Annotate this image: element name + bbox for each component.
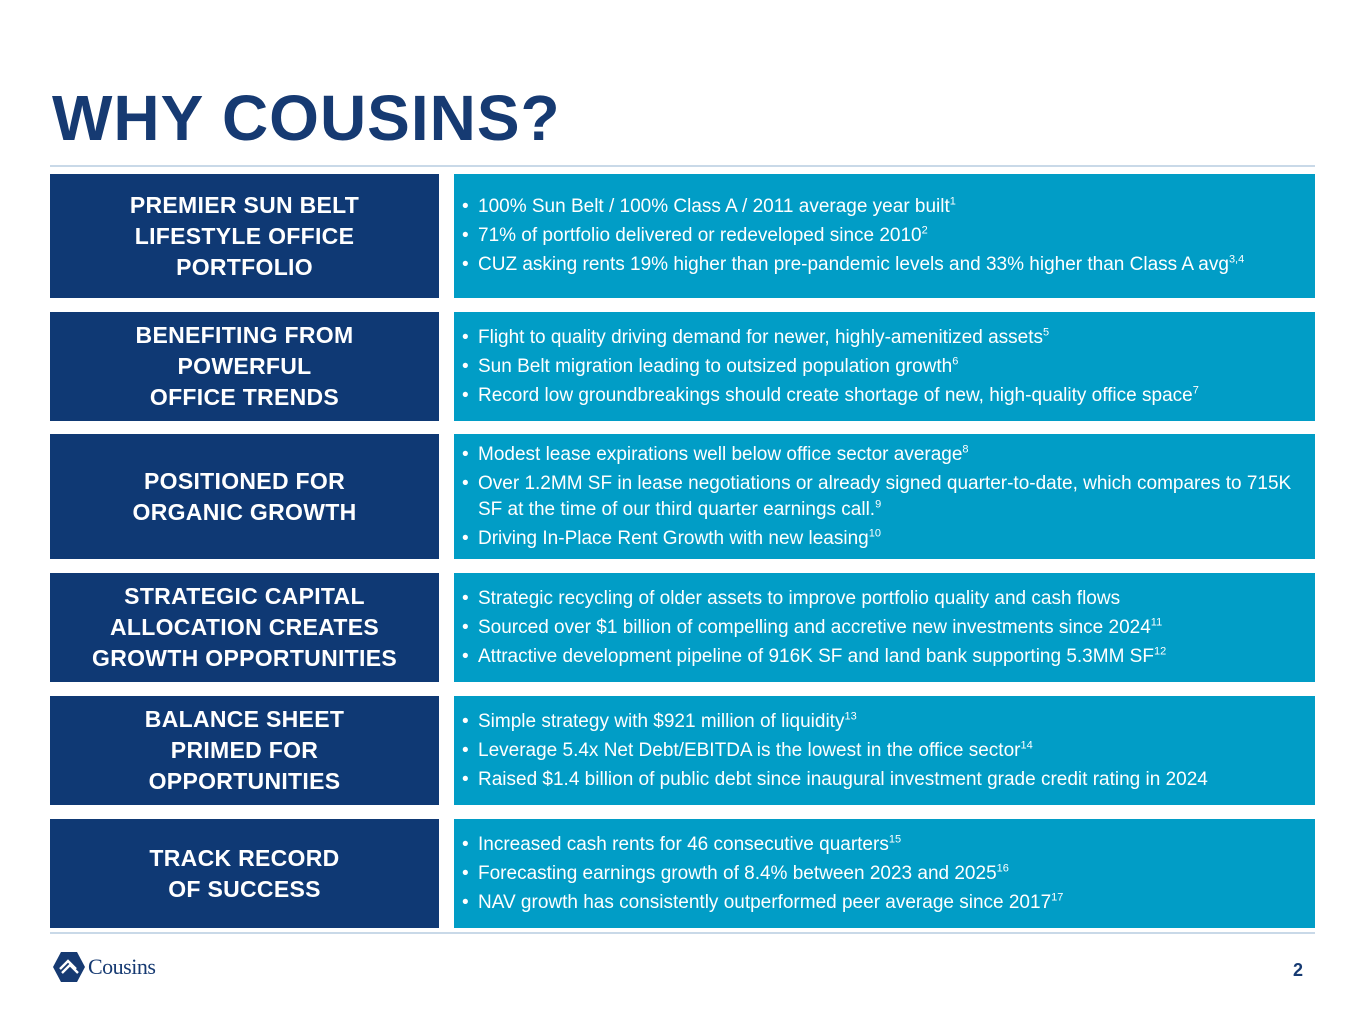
top-divider — [50, 165, 1315, 167]
footnote-ref: 2 — [921, 224, 928, 237]
bullet-item — [462, 325, 1305, 351]
footnote-ref: 1 — [949, 195, 956, 208]
section-label — [50, 312, 439, 421]
bullet-text: Forecasting earnings growth of 8.4% between 2023 and 2025 — [478, 862, 997, 884]
bullet-item — [462, 709, 1305, 735]
section-label-line: POSITIONED FOR — [144, 467, 345, 494]
logo-wordmark: Cousins — [88, 954, 156, 979]
section-label-line: TRACK RECORD — [149, 844, 340, 871]
section-label-line: GROWTH OPPORTUNITIES — [92, 645, 397, 671]
page-number: 2 — [1292, 960, 1303, 980]
bullet-text: 71% of portfolio delivered or redeveloped since 2010 — [478, 225, 922, 246]
bullet-item — [462, 615, 1305, 641]
footnote-ref: 14 — [1020, 739, 1033, 752]
section-office-trends — [50, 312, 1315, 421]
section-track-record — [50, 819, 1315, 928]
bullet-text: Increased cash rents for 46 consecutive quarters — [478, 833, 889, 855]
section-organic-growth — [50, 434, 1315, 559]
bullet-text: Sun Belt migration leading to outsized population growth — [478, 355, 953, 377]
section-label-line: STRATEGIC CAPITAL — [124, 583, 365, 609]
cousins-logo-icon — [52, 950, 86, 984]
bullet-item — [462, 832, 1305, 858]
section-balance-sheet — [50, 696, 1315, 805]
footnote-ref: 5 — [1043, 326, 1050, 339]
bullet-item — [462, 383, 1305, 409]
section-label-line: POWERFUL — [177, 353, 312, 379]
bullet-text: Simple strategy with $921 million of liquidity — [478, 710, 845, 732]
section-bullets — [454, 174, 1315, 298]
page-title: WHY COUSINS? — [52, 82, 561, 154]
bullet-text: Leverage 5.4x Net Debt/EBITDA is the lowest in the office sector — [478, 739, 1021, 761]
section-label — [50, 174, 439, 298]
bullet-text: Record low groundbreakings should create shortage of new, high-quality office space — [478, 384, 1193, 406]
footnote-ref: 10 — [868, 527, 881, 540]
bullet-item — [462, 194, 1305, 220]
section-premier-portfolio — [50, 174, 1315, 298]
footnote-ref: 17 — [1051, 891, 1064, 904]
section-label-line: PRIMED FOR — [170, 737, 319, 763]
section-bullets — [454, 696, 1315, 805]
footnote-ref: 7 — [1192, 384, 1199, 397]
bullet-item — [462, 252, 1305, 278]
bullet-item — [462, 738, 1305, 764]
section-label-line: LIFESTYLE OFFICE — [134, 222, 355, 249]
company-logo — [52, 950, 155, 984]
bullet-item — [462, 767, 1305, 793]
section-capital-allocation — [50, 573, 1315, 682]
footnote-ref: 15 — [888, 833, 902, 846]
section-label-line: PORTFOLIO — [176, 253, 313, 280]
footnote-ref: 3,4 — [1228, 253, 1245, 266]
bullet-text: Over 1.2MM SF in lease negotiations or already signed quarter-to-date, which compares to 715K SF at the time of our third quarter earnings call. — [478, 472, 1292, 520]
section-label — [50, 573, 439, 682]
bullet-item — [462, 354, 1305, 380]
bottom-divider — [50, 932, 1315, 934]
section-label — [50, 696, 439, 805]
section-label-line: OFFICE TRENDS — [149, 384, 340, 410]
bullet-text: NAV growth has consistently outperformed peer average since 2017 — [478, 891, 1052, 913]
footnote-ref: 11 — [1150, 616, 1163, 629]
section-bullets — [454, 312, 1315, 421]
bullet-item — [462, 471, 1305, 523]
bullet-text: CUZ asking rents 19% higher than pre-pandemic levels and 33% higher than Class A avg — [478, 254, 1229, 275]
bullet-item — [462, 526, 1305, 552]
section-label — [50, 434, 439, 559]
bullet-text: Driving In-Place Rent Growth with new leasing — [478, 527, 869, 549]
bullet-text: Flight to quality driving demand for newer, highly-amenitized assets — [478, 326, 1044, 348]
section-label-line: PREMIER SUN BELT — [129, 191, 360, 218]
footnote-ref: 12 — [1153, 645, 1167, 658]
bullet-text: Attractive development pipeline of 916K SF and land bank supporting 5.3MM SF — [478, 645, 1154, 667]
section-bullets — [454, 819, 1315, 928]
bullet-item — [462, 644, 1305, 670]
bullet-item — [462, 890, 1305, 916]
bullet-text: Raised $1.4 billion of public debt since inaugural investment grade credit rating in 2024 — [478, 768, 1208, 790]
section-label-line: ORGANIC GROWTH — [132, 498, 357, 525]
section-label-line: OPPORTUNITIES — [148, 768, 341, 794]
bullet-text: Modest lease expirations well below office sector average — [478, 443, 963, 465]
footnote-ref: 6 — [952, 355, 959, 368]
section-label-line: ALLOCATION CREATES — [109, 614, 380, 640]
section-label-line: BENEFITING FROM — [135, 322, 354, 348]
bullet-text: Sourced over $1 billion of compelling and accretive new investments since 2024 — [478, 616, 1151, 638]
section-label-line: BALANCE SHEET — [144, 706, 345, 732]
section-bullets — [454, 573, 1315, 682]
bullet-text: 100% Sun Belt / 100% Class A / 2011 average year built — [478, 196, 950, 217]
section-label — [50, 819, 439, 928]
section-label-line: OF SUCCESS — [168, 875, 321, 902]
footnote-ref: 13 — [844, 710, 857, 723]
bullet-item — [462, 442, 1305, 468]
bullet-item — [462, 861, 1305, 887]
footnote-ref: 16 — [996, 862, 1009, 875]
bullet-item — [462, 586, 1305, 612]
footnote-ref: 9 — [875, 498, 882, 511]
bullet-item — [462, 223, 1305, 249]
footnote-ref: 8 — [962, 443, 969, 456]
bullet-text: Strategic recycling of older assets to improve portfolio quality and cash flows — [478, 587, 1121, 609]
section-bullets — [454, 434, 1315, 559]
